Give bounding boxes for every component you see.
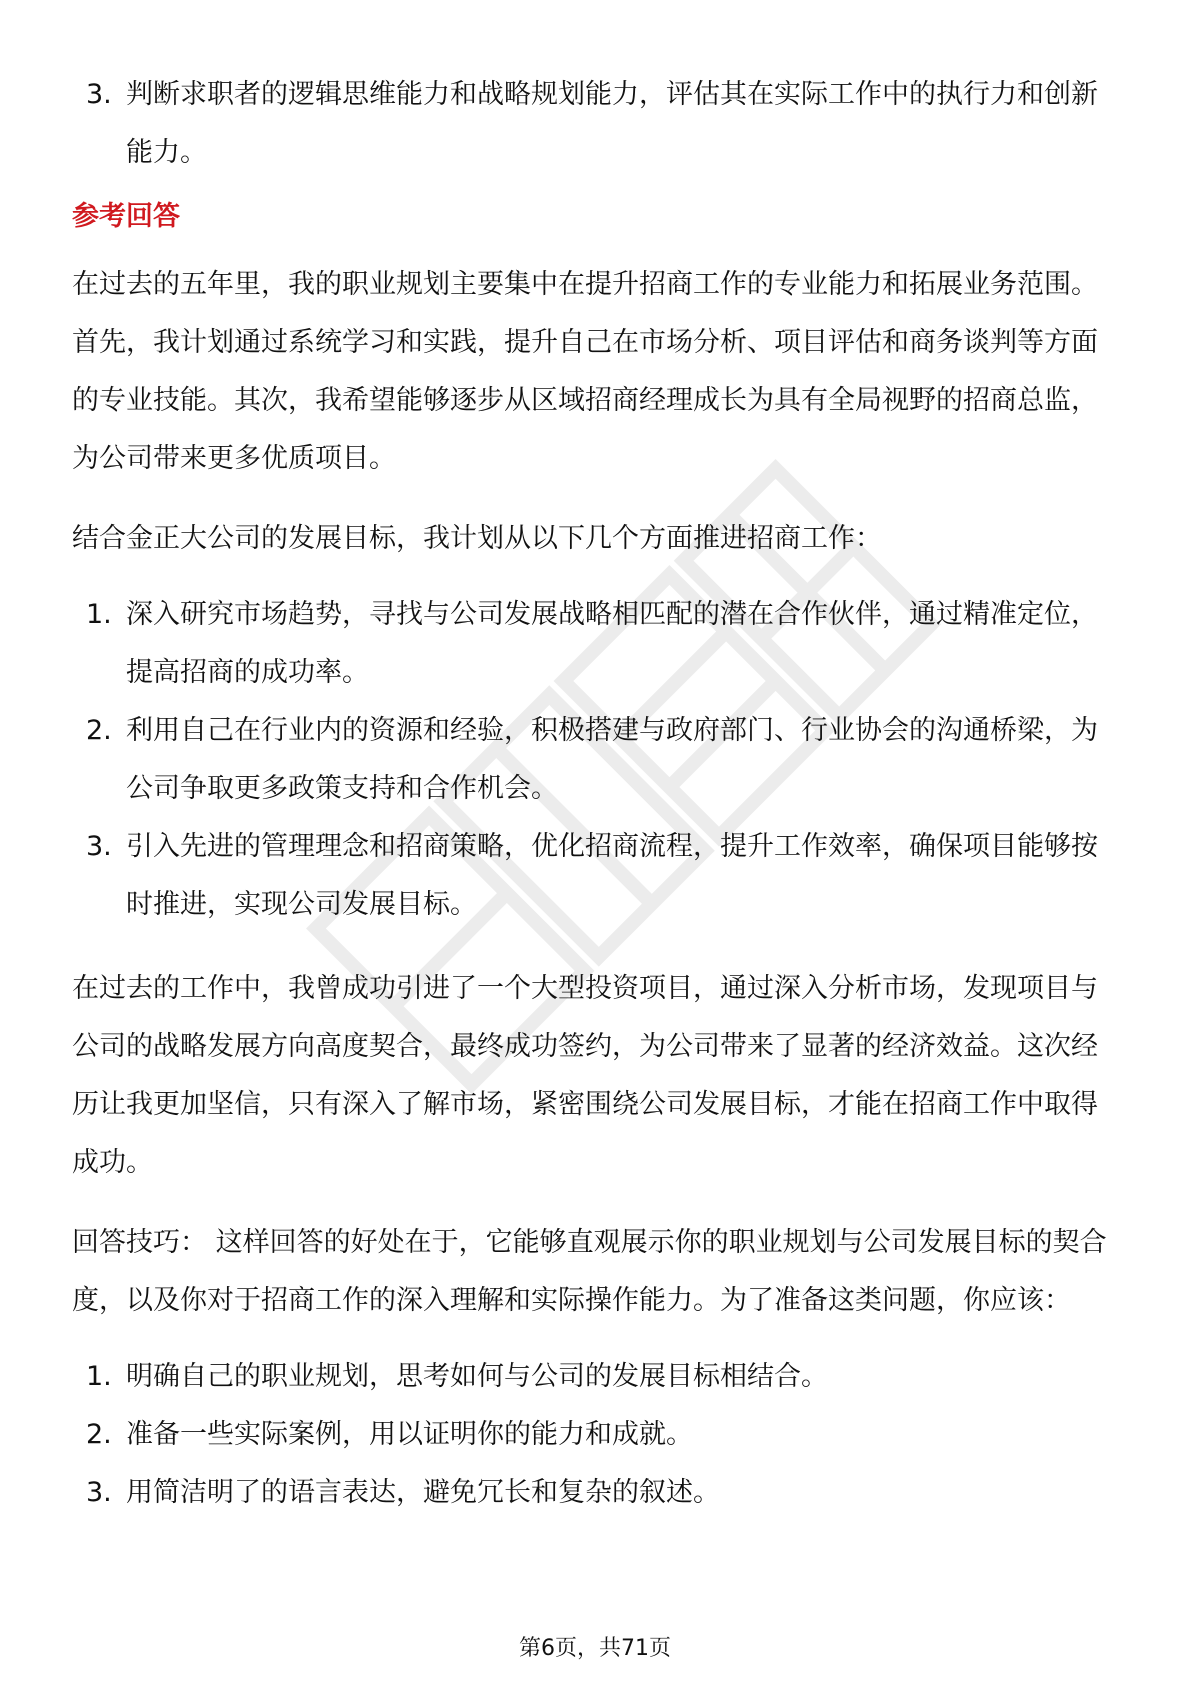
document-content [72, 66, 1122, 1522]
list-item [72, 1406, 1122, 1464]
answer-paragraph-1: 在过去的五年里，我的职业规划主要集中在提升招商工作的专业能力和拓展业务范围。首先，我计划通过系统学习和实践，提升自己在市场分析、项目评估和商务谈判等方面的专业技能。其次，我希望能够逐步从区域招商经理成长为具有全局视野的招商总监，为公司带来更多优质项目。 [72, 269, 1098, 474]
plan-list [72, 586, 1122, 934]
answer-paragraph-3: 在过去的工作中，我曾成功引进了一个大型投资项目，通过深入分析市场，发现项目与公司的战略发展方向高度契合，最终成功签约，为公司带来了显著的经济效益。这次经历让我更加坚信，只有深入了解市场，紧密围绕公司发展目标，才能在招商工作中取得成功。 [72, 973, 1098, 1178]
list-item [72, 1464, 1122, 1522]
intro-list [72, 66, 1122, 182]
list-number: 1. [86, 599, 112, 630]
list-number: 3. [86, 1477, 112, 1508]
list-item [72, 1348, 1122, 1406]
list-text: 明确自己的职业规划，思考如何与公司的发展目标相结合。 [126, 1361, 828, 1392]
list-number: 3. [86, 79, 112, 110]
list-text: 准备一些实际案例，用以证明你的能力和成就。 [126, 1419, 693, 1450]
list-item [72, 818, 1122, 934]
list-text: 判断求职者的逻辑思维能力和战略规划能力，评估其在实际工作中的执行力和创新能力。 [126, 79, 1098, 168]
list-text: 深入研究市场趋势，寻找与公司发展战略相匹配的潜在合作伙伴，通过精准定位，提高招商的成功率。 [126, 599, 1098, 688]
page-number: 第6页，共71页 [519, 1636, 671, 1661]
list-item [72, 702, 1122, 818]
list-text: 用简洁明了的语言表达，避免冗长和复杂的叙述。 [126, 1477, 720, 1508]
list-number: 2. [86, 1419, 112, 1450]
answer-tips-paragraph: 回答技巧： 这样回答的好处在于，它能够直观展示你的职业规划与公司发展目标的契合度，以及你对于招商工作的深入理解和实际操作能力。为了准备这类问题，你应该： [72, 1227, 1107, 1316]
list-item [72, 66, 1122, 182]
list-number: 3. [86, 831, 112, 862]
answer-paragraph-2: 结合金正大公司的发展目标，我计划从以下几个方面推进招商工作： [72, 523, 882, 554]
list-item [72, 586, 1122, 702]
reference-answer-heading: 参考回答 [72, 201, 180, 232]
list-number: 2. [86, 715, 112, 746]
list-number: 1. [86, 1361, 112, 1392]
tips-list [72, 1348, 1122, 1522]
list-text: 引入先进的管理理念和招商策略，优化招商流程，提升工作效率，确保项目能够按时推进，实现公司发展目标。 [126, 831, 1098, 920]
list-text: 利用自己在行业内的资源和经验，积极搭建与政府部门、行业协会的沟通桥梁，为公司争取更多政策支持和合作机会。 [126, 715, 1098, 804]
